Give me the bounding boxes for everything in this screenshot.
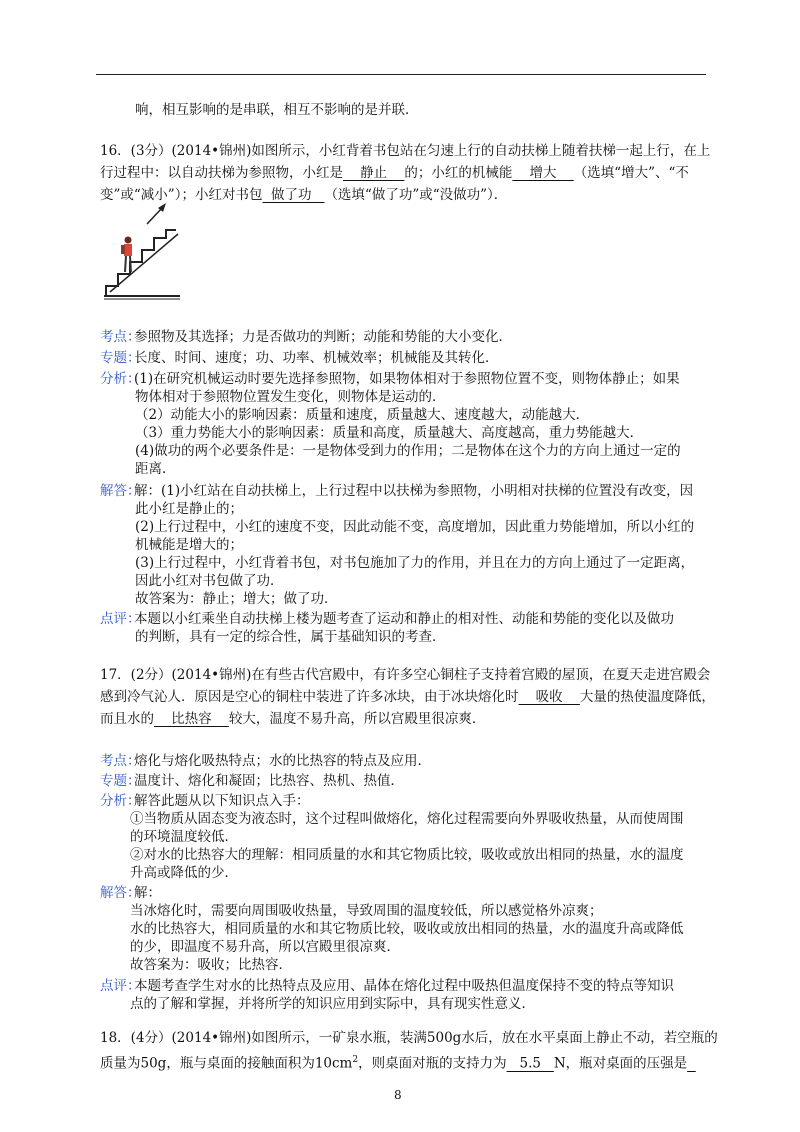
q17-fenxi-5: 升高或降低的少． [130, 865, 238, 881]
q16-fenxi-3: （2）动能大小的影响因素：质量和速度，质量越大、速度越大，动能越大． [135, 407, 590, 423]
q17-blank-2: 比热容 [154, 711, 229, 727]
q16-kaodian: 考点：参照物及其选择；力是否做功的判断；动能和势能的大小变化． [100, 329, 512, 345]
q17-jieda-2: 当冰熔化时，需要向周围吸收热量，导致周围的温度较低，所以感觉格外凉爽； [130, 903, 603, 919]
q17-fenxi-2: ①当物质从固态变为液态时，这个过程叫做熔化，熔化过程需要向外界吸收热量，从而使周围 [130, 811, 684, 827]
header-rule [96, 74, 706, 75]
q18-blank-1: 5.5 [506, 1055, 554, 1072]
q16-line-1: 16．(3分）(2014•锦州)如图所示，小红背着书包站在匀速上行的自动扶梯上随着扶梯一起上行，在上 [100, 143, 711, 159]
q16-jieda-6: 因此小红对书包做了功． [135, 573, 284, 589]
q17-jieda-4: 的少，即温度不易升高，所以宫殿里很凉爽． [130, 939, 400, 955]
q17-kaodian: 考点：熔化与熔化吸热特点；水的比热容的特点及应用． [100, 753, 431, 769]
prev-answer-line: 响，相互影响的是串联，相互不影响的是并联． [135, 102, 419, 118]
q16-fenxi-5: (4)做功的两个必要条件是：一是物体受到力的作用；二是物体在这个力的方向上通过一定的 [135, 443, 681, 459]
q16-dianping-2: 的判断，具有一定的综合性，属于基础知识的考查． [135, 629, 446, 645]
q17-line-1: 17．(2分）(2014•锦州)在有些古代宫殿中，有许多空心铜柱子支持着宫殿的屋顶，在夏天走进宫殿会 [100, 667, 711, 683]
q18-line-2: 质量为50g，瓶与桌面的接触面积为$10cm^2$，则桌面对瓶的支持力为 5.5 N，瓶对桌面的压强是 [100, 1050, 696, 1074]
q16-fenxi-6: 距离． [135, 461, 176, 477]
q16-jieda: 解答：解：(1)小红站在自动扶梯上，上行过程中以扶梯为参照物，小明相对扶梯的位置没有改变，因 [100, 483, 694, 499]
q17-jieda: 解答：解： [100, 885, 161, 901]
escalator-figure [100, 200, 184, 302]
q16-jieda-5: (3)上行过程中，小红背着书包，对书包施加了力的作用，并且在力的方向上通过了一定距离， [135, 555, 695, 571]
q16-blank-3: 做了功 [262, 187, 325, 203]
q17-line-3: 而且水的 比热容 较大，温度不易升高，所以宫殿里很凉爽． [100, 711, 486, 727]
q16-jieda-3: (2)上行过程中，小红的速度不变，因此动能不变，高度增加，因此重力势能增加，所以小红的 [135, 519, 695, 535]
q16-fenxi-4: （3）重力势能大小的影响因素：质量和高度，质量越大、高度越高，重力势能越大． [135, 425, 644, 441]
q17-fenxi-4: ②对水的比热容大的理解：相同质量的水和其它物质比较，吸收或放出相同的热量，水的温度 [130, 847, 684, 863]
q17-jieda-5: 故答案为：吸收；比热容． [130, 957, 292, 973]
q16-line-2: 行过程中：以自动扶梯为参照物，小红是 静止 的；小红的机械能 增大 （选填“增大”、“不 [100, 165, 689, 181]
page-number: 8 [394, 1088, 402, 1102]
q17-dianping-2: 点的了解和掌握，并将所学的知识应用到实际中，具有现实性意义． [130, 996, 535, 1012]
q17-fenxi-3: 的环境温度较低． [130, 829, 238, 845]
q17-dianping: 点评：本题考查学生对水的比热特点及应用、晶体在熔化过程中吸热但温度保持不变的特点等知识 [100, 978, 674, 994]
q16-line-3: 变”或“减小”）；小红对书包 做了功 （选填“做了功”或“没做功”）． [100, 187, 508, 203]
q18-blank-2 [687, 1056, 696, 1072]
q17-line-2: 感到冷气沁人．原因是空心的铜柱中装进了许多冰块，由于冰块熔化时 吸收 大量的热使温度降低， [100, 689, 715, 705]
q17-zhuanti: 专题：温度计、熔化和凝固；比热容、热机、热值． [100, 773, 404, 789]
q17-blank-1: 吸收 [518, 689, 580, 705]
q18-line-1: 18．(4分）(2014•锦州)如图所示，一矿泉水瓶，装满500g水后，放在水平桌面上静止不动，若空瓶的 [100, 1030, 718, 1046]
q16-jieda-4: 机械能是增大的； [135, 537, 243, 553]
q17-fenxi: 分析：解答此题从以下知识点入手： [100, 793, 310, 809]
q16-jieda-7: 故答案为：静止；增大；做了功． [135, 591, 338, 607]
q16-fenxi: 分析：(1)在研究机械运动时要先选择参照物，如果物体相对于参照物位置不变，则物体静止；如果 [100, 371, 680, 387]
q16-jieda-2: 此小红是静止的； [135, 501, 243, 517]
q16-fenxi-2: 物体相对于参照物位置发生变化，则物体是运动的． [135, 389, 446, 405]
q16-blank-1: 静止 [343, 165, 405, 181]
q16-dianping: 点评：本题以小红乘坐自动扶梯上楼为题考查了运动和静止的相对性、动能和势能的变化以及做功 [100, 611, 674, 627]
q17-jieda-3: 水的比热容大，相同质量的水和其它物质比较，吸收或放出相同的热量，水的温度升高或降低 [130, 921, 684, 937]
q16-blank-2: 增大 [512, 165, 574, 181]
q16-zhuanti: 专题：长度、时间、速度；功、功率、机械效率；机械能及其转化． [100, 350, 499, 366]
